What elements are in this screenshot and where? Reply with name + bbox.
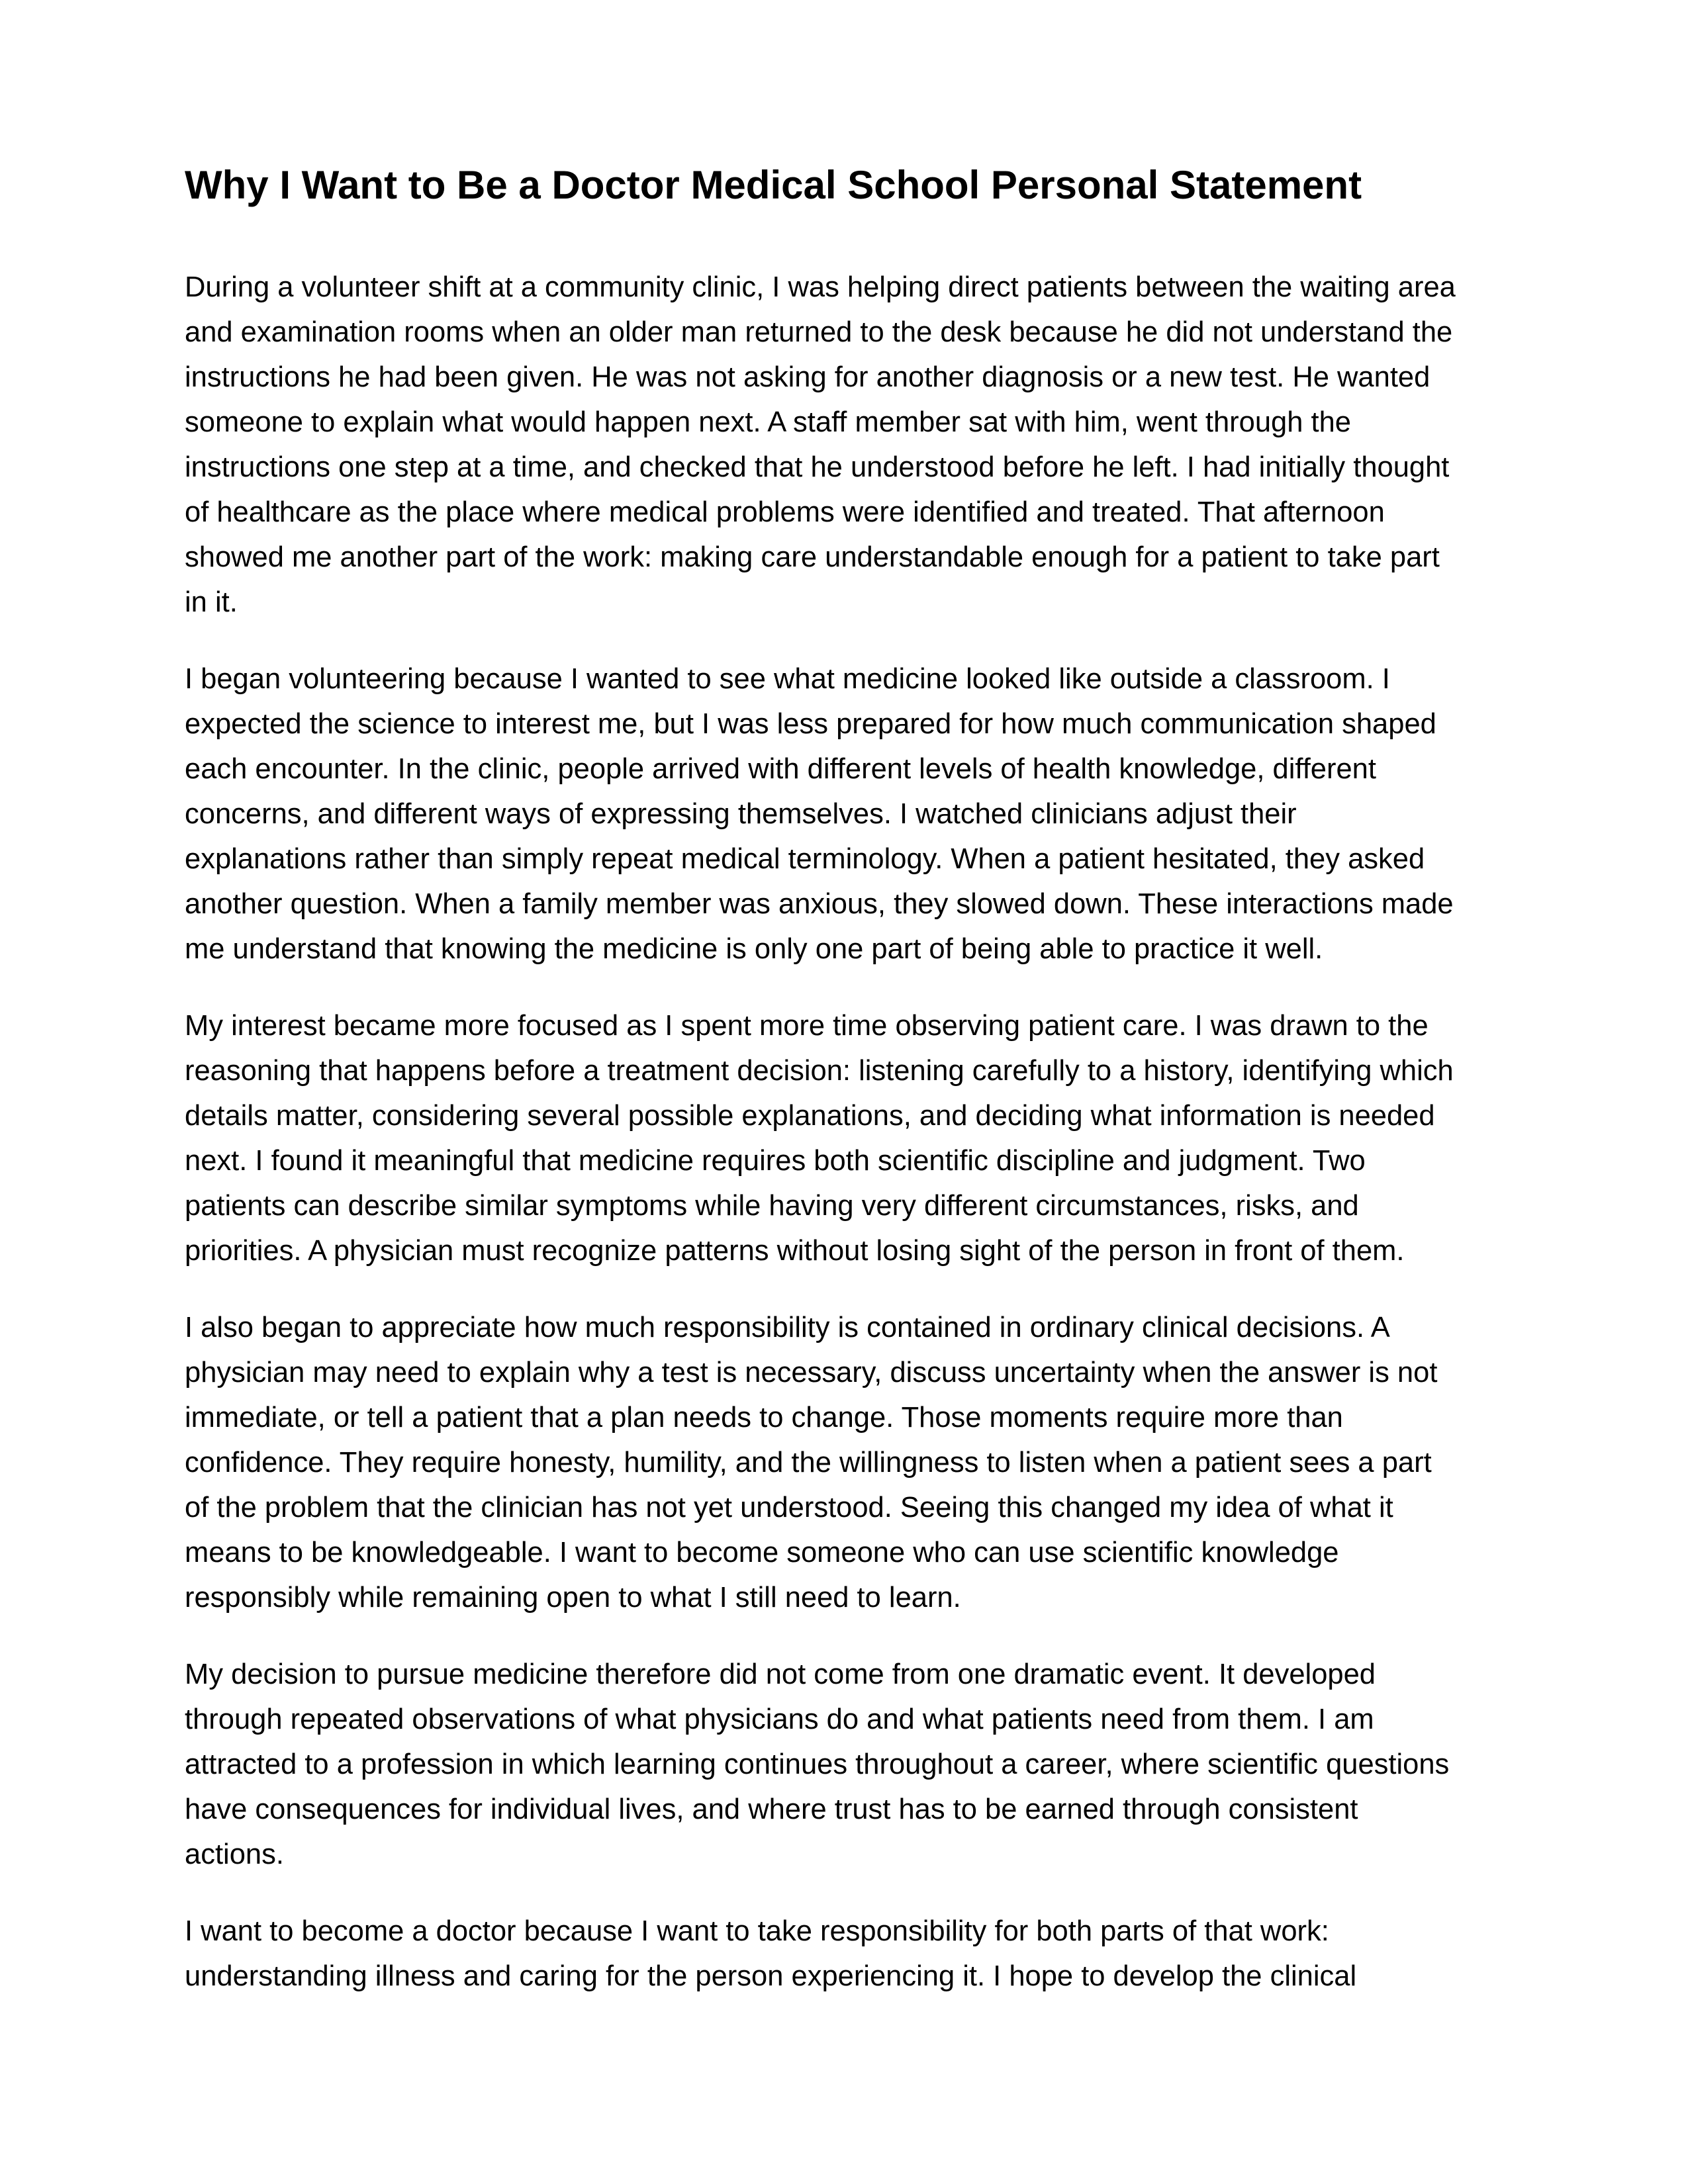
paragraph-line: explanations rather than simply repeat medical terminology. When a patient hesitated, they asked xyxy=(185,843,1425,875)
paragraph-line: concerns, and different ways of expressing themselves. I watched clinicians adjust their xyxy=(185,798,1297,830)
paragraph-line: another question. When a family member was anxious, they slowed down. These interactions made xyxy=(185,888,1454,920)
paragraph-line: physician may need to explain why a test is necessary, discuss uncertainty when the answer is not xyxy=(185,1357,1438,1388)
paragraph-line: instructions one step at a time, and checked that he understood before he left. I had initially thought xyxy=(185,451,1450,483)
paragraph-line: I began volunteering because I wanted to see what medicine looked like outside a classroom. I xyxy=(185,663,1390,695)
paragraph-line: My decision to pursue medicine therefore did not come from one dramatic event. It developed xyxy=(185,1659,1376,1690)
paragraph-line: actions. xyxy=(185,1839,284,1870)
paragraph-2 xyxy=(185,657,1509,972)
paragraph-3 xyxy=(185,1003,1509,1273)
paragraph-6 xyxy=(185,1909,1509,1999)
paragraph-line: details matter, considering several possible explanations, and deciding what information is needed xyxy=(185,1100,1435,1132)
paragraph-line: confidence. They require honesty, humility, and the willingness to listen when a patient sees a part xyxy=(185,1447,1432,1479)
document-title: Why I Want to Be a Doctor Medical School Personal Statement xyxy=(185,163,1362,207)
paragraph-line: expected the science to interest me, but I was less prepared for how much communication shaped xyxy=(185,708,1436,740)
paragraph-line: means to be knowledgeable. I want to become someone who can use scientific knowledge xyxy=(185,1537,1339,1569)
paragraph-1 xyxy=(185,265,1509,625)
paragraph-line: someone to explain what would happen next. A staff member sat with him, went through the xyxy=(185,406,1351,438)
document-content xyxy=(185,159,1509,2030)
paragraph-line: My interest became more focused as I spent more time observing patient care. I was drawn to the xyxy=(185,1010,1429,1042)
paragraph-line: through repeated observations of what physicians do and what patients need from them. I am xyxy=(185,1704,1374,1735)
paragraph-line: each encounter. In the clinic, people arrived with different levels of health knowledge, different xyxy=(185,753,1376,785)
paragraph-line: priorities. A physician must recognize patterns without losing sight of the person in front of them. xyxy=(185,1235,1405,1267)
paragraph-line: understanding illness and caring for the person experiencing it. I hope to develop the clinical xyxy=(185,1960,1357,1992)
document-body xyxy=(185,265,1509,1999)
paragraph-line: immediate, or tell a patient that a plan needs to change. Those moments require more than xyxy=(185,1402,1343,1433)
paragraph-line: me understand that knowing the medicine is only one part of being able to practice it well. xyxy=(185,933,1323,965)
paragraph-line: I also began to appreciate how much responsibility is contained in ordinary clinical decisions. A xyxy=(185,1312,1390,1343)
paragraph-line: have consequences for individual lives, and where trust has to be earned through consistent xyxy=(185,1794,1358,1825)
paragraph-line: responsibly while remaining open to what I still need to learn. xyxy=(185,1582,961,1614)
paragraph-line: During a volunteer shift at a community clinic, I was helping direct patients between the waiting area xyxy=(185,271,1456,303)
paragraph-line: next. I found it meaningful that medicine requires both scientific discipline and judgment. Two xyxy=(185,1145,1366,1177)
paragraph-line: reasoning that happens before a treatment decision: listening carefully to a history, identifying which xyxy=(185,1055,1454,1087)
paragraph-line: showed me another part of the work: making care understandable enough for a patient to take part xyxy=(185,541,1440,573)
paragraph-line: attracted to a profession in which learning continues throughout a career, where scientific questions xyxy=(185,1749,1450,1780)
paragraph-line: of the problem that the clinician has not yet understood. Seeing this changed my idea of what it xyxy=(185,1492,1393,1524)
paragraph-line: patients can describe similar symptoms while having very different circumstances, risks, and xyxy=(185,1190,1359,1222)
paragraph-line: instructions he had been given. He was not asking for another diagnosis or a new test. He wanted xyxy=(185,361,1430,393)
paragraph-line: in it. xyxy=(185,586,238,618)
paragraph-line: I want to become a doctor because I want to take responsibility for both parts of that work: xyxy=(185,1915,1329,1947)
paragraph-line: and examination rooms when an older man returned to the desk because he did not understand the xyxy=(185,316,1453,348)
paragraph-5 xyxy=(185,1652,1509,1877)
paragraph-line: of healthcare as the place where medical problems were identified and treated. That afternoon xyxy=(185,496,1385,528)
paragraph-4 xyxy=(185,1305,1509,1620)
